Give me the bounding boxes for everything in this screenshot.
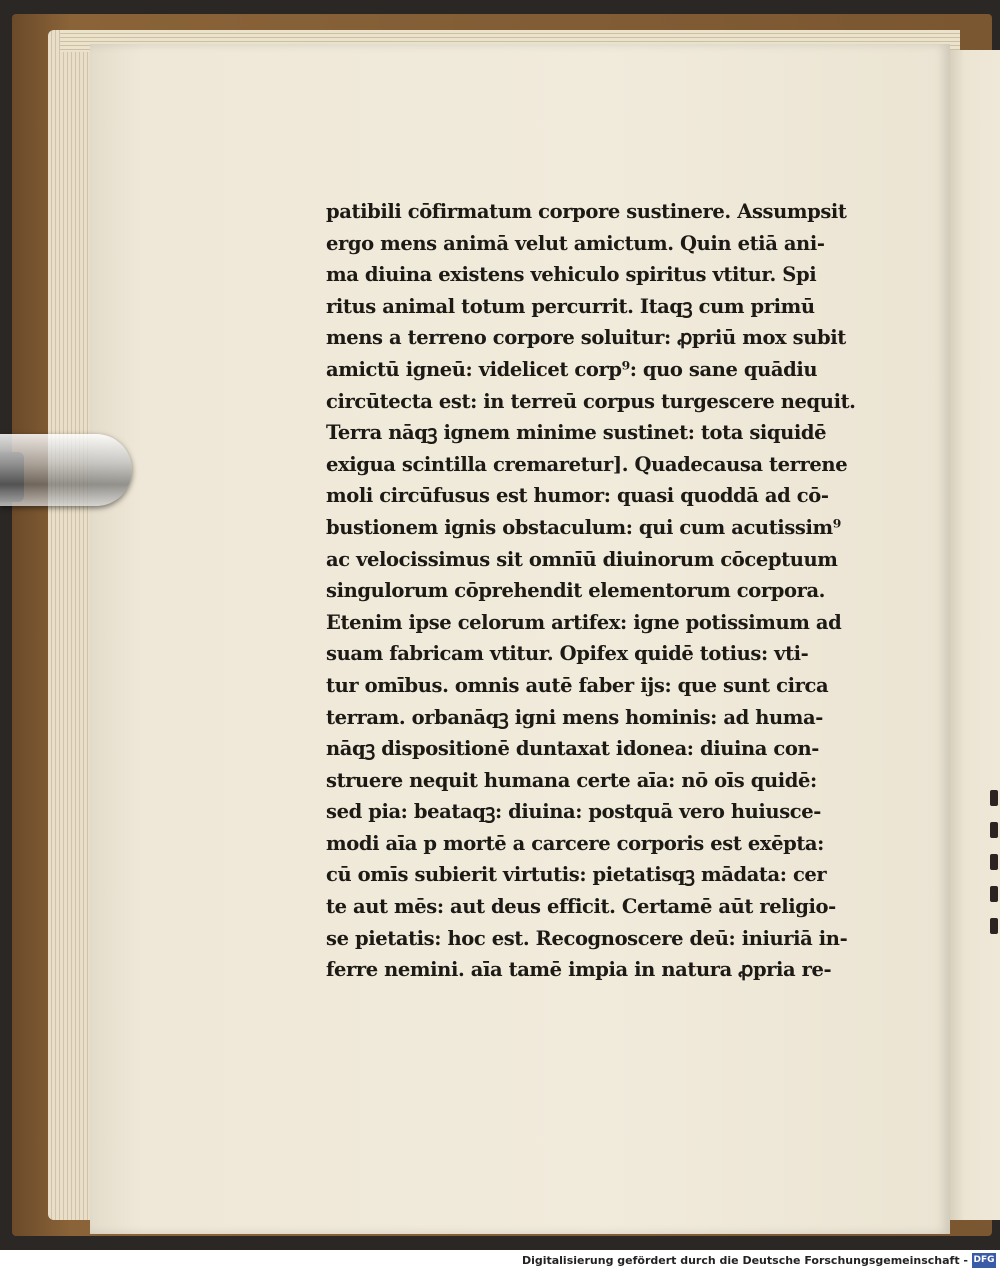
- text-line: te aut mēs: aut deus efficit. Certamē aūt religio-: [326, 895, 836, 919]
- text-line: suam fabricam vtitur. Opifex quidē totius: vti-: [326, 642, 809, 666]
- facing-page: [950, 50, 1000, 1220]
- text-line: ferre nemini. aīa tamē impia in natura ꝓpria re-: [326, 958, 832, 982]
- text-line: se pietatis: hoc est. Recognoscere deū: iniuriā in-: [326, 926, 848, 950]
- text-line: bustionem ignis obstaculum: qui cum acutissim⁹: [326, 515, 841, 539]
- text-line: exigua scintilla cremaretur]. Quadecausa terrene: [326, 452, 848, 476]
- text-line: nāqꝫ dispositionē duntaxat idonea: diuina con-: [326, 737, 819, 761]
- text-line: mens a terreno corpore soluitur: ꝓpriū mox subit: [326, 326, 846, 350]
- text-line: cū omīs subierit virtutis: pietatisqꝫ mādata: cer: [326, 863, 827, 887]
- text-line: ergo mens animā velut amictum. Quin etiā ani-: [326, 231, 825, 255]
- text-line: moli circūfusus est humor: quasi quoddā ad cō-: [326, 484, 829, 508]
- funding-credit: Digitalisierung gefördert durch die Deutsche Forschungsgemeinschaft -: [521, 1254, 968, 1267]
- text-line: patibili cōfirmatum corpore sustinere. Assumpsit: [326, 200, 847, 223]
- dfg-logo: DFG: [972, 1253, 996, 1268]
- text-line: sed pia: beataqꝫ: diuina: postquā vero huiusce-: [326, 800, 821, 824]
- text-line: ma diuina existens vehiculo spiritus vtitur. Spi: [326, 263, 817, 287]
- text-line: Terra nāqꝫ ignem minime sustinet: tota siquidē: [326, 421, 827, 445]
- footer-bar: [0, 1250, 1000, 1273]
- incunable-text-block: [326, 196, 856, 986]
- text-line: amictū igneū: videlicet corp⁹: quo sane quādiu: [326, 357, 818, 381]
- text-line: tur omībus. omnis autē faber ijs: que sunt circa: [326, 673, 829, 697]
- text-line: ritus animal totum percurrit. Itaqꝫ cum primū: [326, 294, 815, 318]
- text-line: struere nequit humana certe aīa: nō oīs quidē:: [326, 768, 817, 792]
- facing-page-text-fragment: [990, 790, 1000, 950]
- text-line: ac velocissimus sit omnīū diuinorum cōceptuum: [326, 547, 838, 571]
- text-line: Etenim ipse celorum artifex: igne potissimum ad: [326, 610, 842, 634]
- text-line: circūtecta est: in terreū corpus turgescere nequit.: [326, 389, 856, 413]
- text-line: modi aīa p mortē a carcere corporis est exēpta:: [326, 831, 824, 855]
- text-line: terram. orbanāqꝫ igni mens hominis: ad huma-: [326, 705, 823, 729]
- text-line: singulorum cōprehendit elementorum corpora.: [326, 579, 826, 603]
- glass-page-weight: [0, 434, 132, 506]
